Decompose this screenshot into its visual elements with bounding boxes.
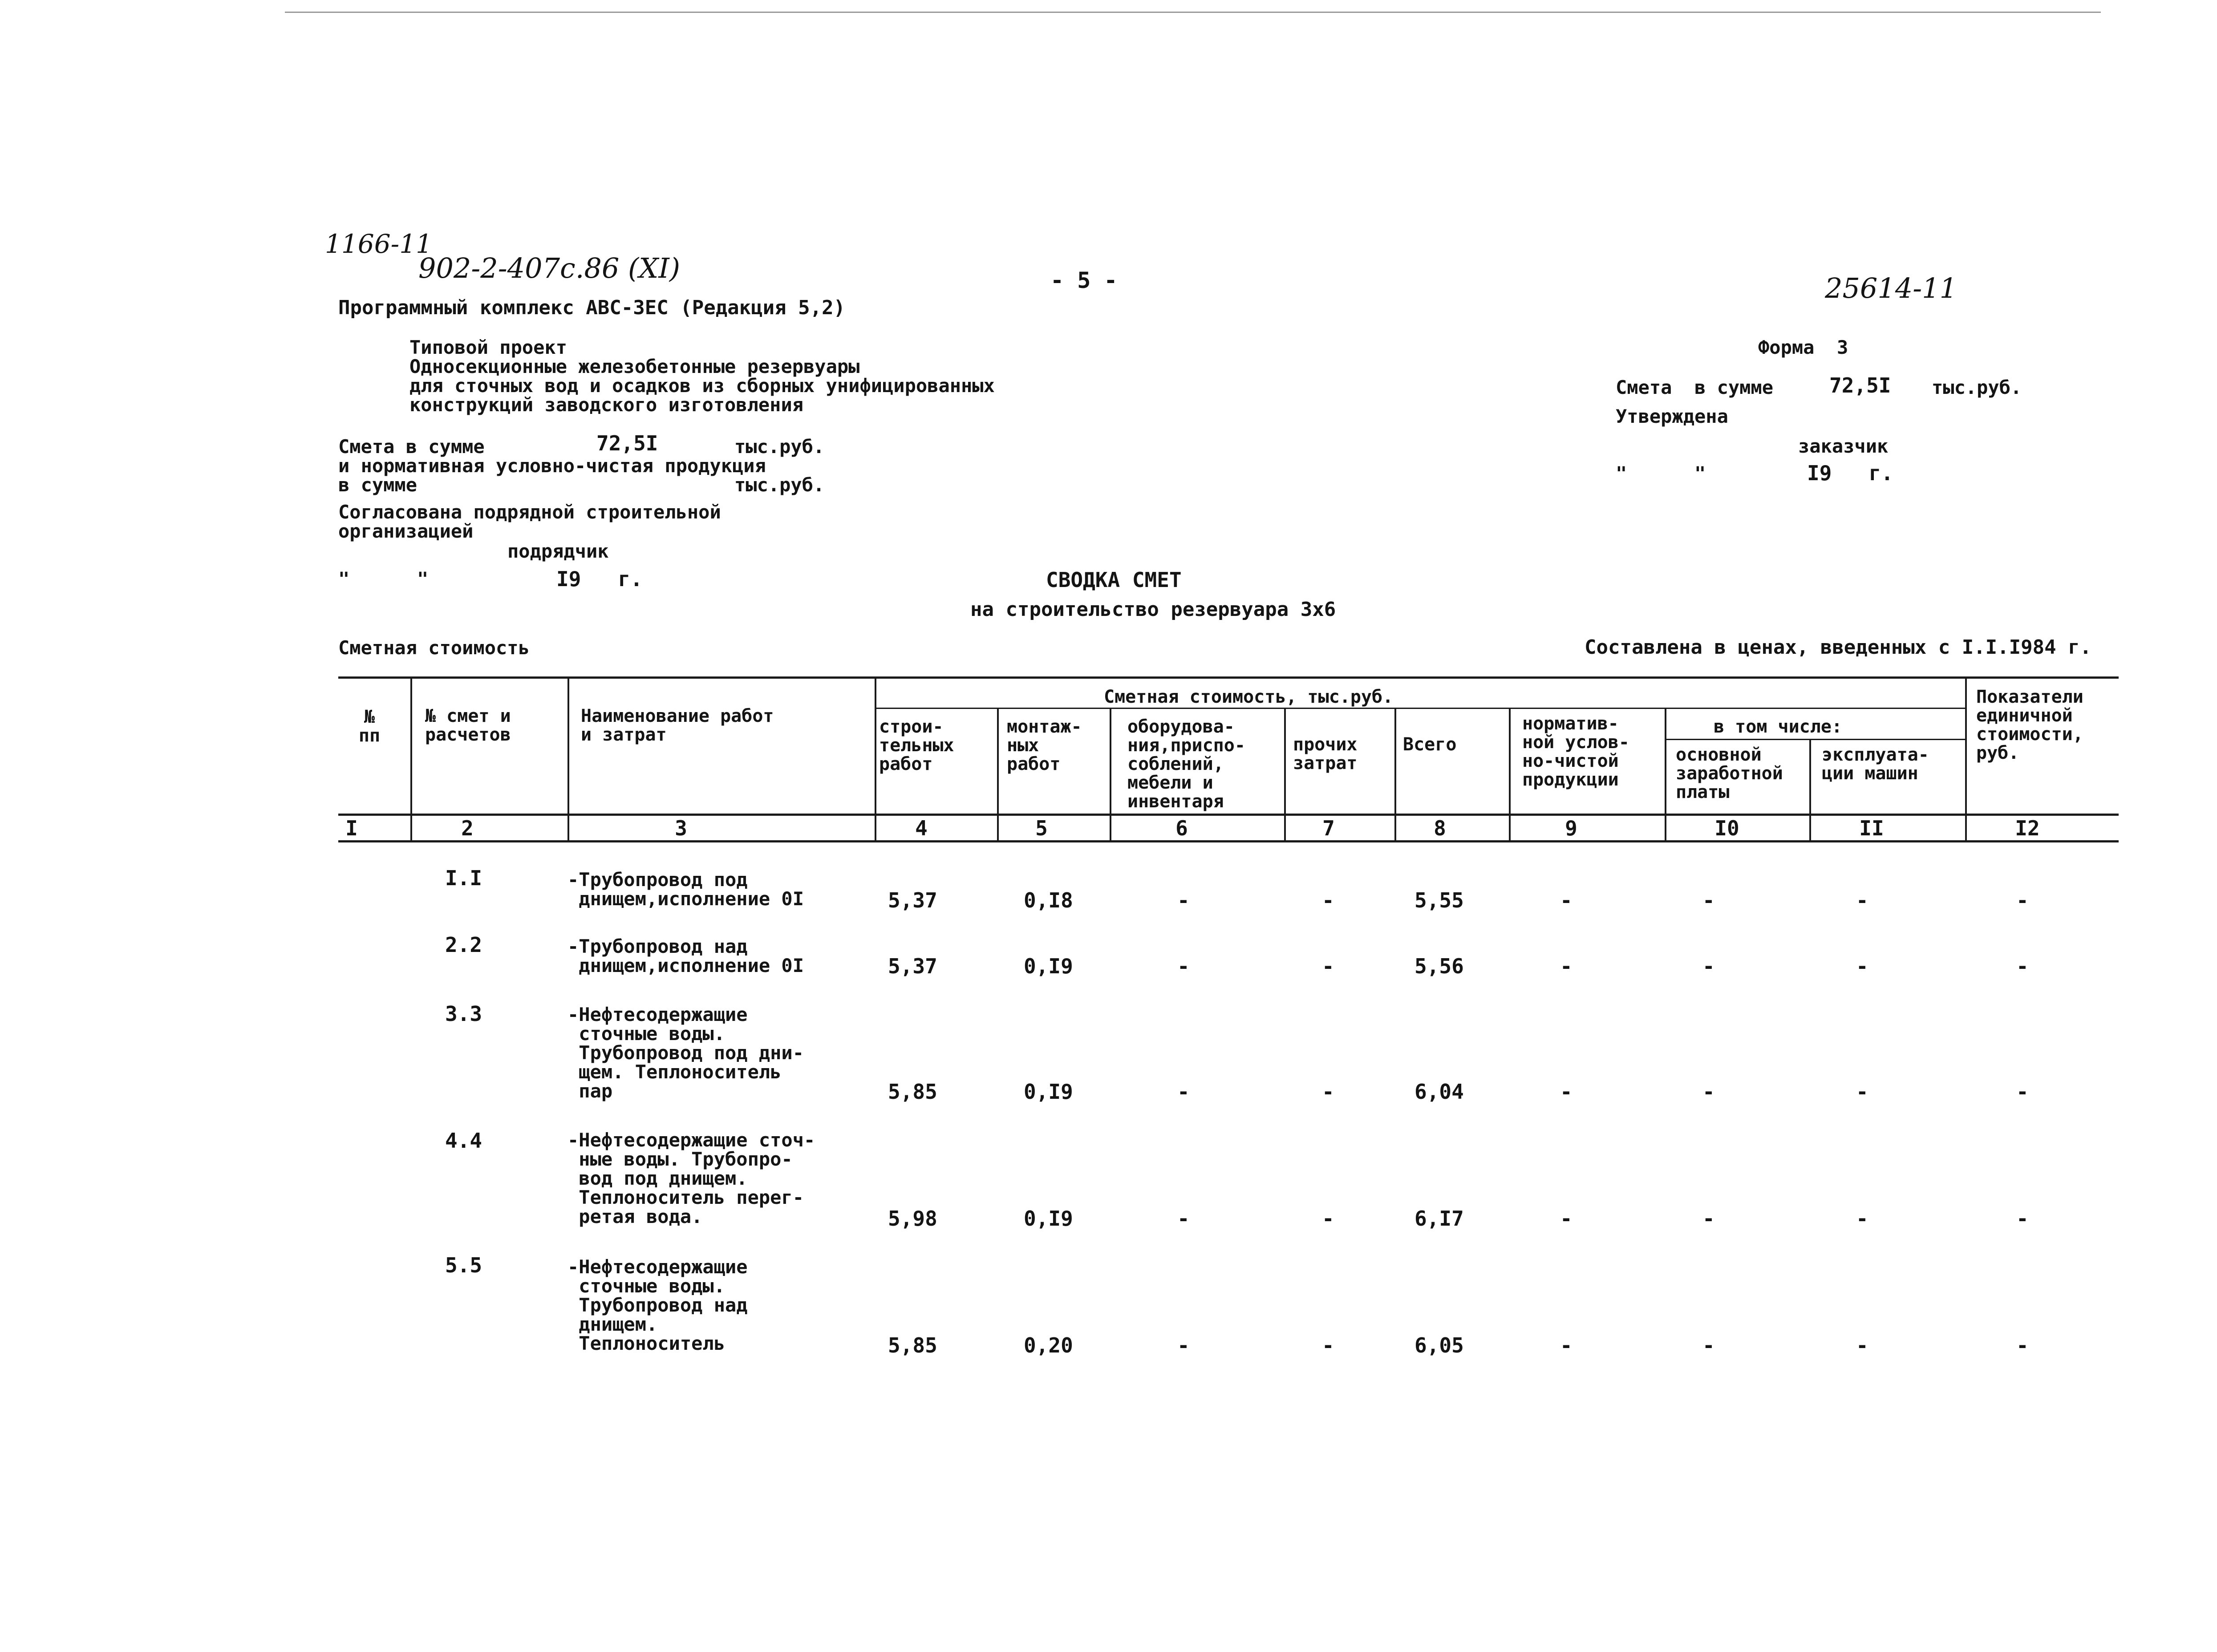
right-estimate-label: Смета в сумме <box>1616 377 1774 398</box>
left-agreed-line1: Согласована подрядной строительной <box>338 501 721 523</box>
project-line-2: для сточных вод и осадков из сборных унифицированных <box>409 375 995 397</box>
table-cell-c4: 5,98 <box>888 1207 937 1231</box>
header-col6: оборудова- ния,приспо- соблений, мебели и инвентаря <box>1127 717 1245 812</box>
project-type: Типовой проект <box>409 336 567 358</box>
right-date-quotes: " " <box>1616 462 1706 484</box>
table-incl-rule <box>1665 739 1965 740</box>
table-vrule <box>1809 739 1811 841</box>
header-incl: в том числе: <box>1714 717 1842 737</box>
handwritten-sheet-code: 25614-11 <box>1825 272 1958 304</box>
table-cell-c6: - <box>1177 888 1190 912</box>
table-row-num: 2.2 <box>445 933 482 957</box>
table-cell-c6: - <box>1177 1080 1190 1104</box>
table-vrule <box>567 676 569 841</box>
document-title: СВОДКА СМЕТ <box>1046 568 1182 592</box>
table-cell-c8: 6,04 <box>1415 1080 1464 1104</box>
left-normative-line: и нормативная условно-чистая продукция <box>338 455 766 477</box>
table-cell-c7: - <box>1322 1207 1334 1231</box>
col-number: 8 <box>1434 816 1446 840</box>
table-cell-c6: - <box>1177 1207 1190 1231</box>
page-number: - 5 - <box>1050 267 1118 293</box>
table-vrule <box>1110 708 1111 841</box>
table-row-num: 3.3 <box>445 1002 482 1026</box>
left-contractor: подрядчик <box>507 540 609 562</box>
header-col2: № смет и расчетов <box>425 706 511 745</box>
table-row-num: 5.5 <box>445 1253 482 1277</box>
col-number: 3 <box>675 816 687 840</box>
table-vrule <box>1665 708 1666 841</box>
table-cell-c7: - <box>1322 1333 1334 1357</box>
col-number: 4 <box>915 816 928 840</box>
table-cell-c8: 5,55 <box>1415 888 1464 912</box>
table-cell-c10: - <box>1702 888 1715 912</box>
table-cell-c12: - <box>2016 1207 2029 1231</box>
table-cell-c12: - <box>2016 954 2029 978</box>
right-form: Форма 3 <box>1758 336 1848 358</box>
table-cell-c11: - <box>1856 1080 1868 1104</box>
left-date-quotes: " " <box>338 568 429 590</box>
col-number: I2 <box>2015 816 2040 840</box>
left-normative-label: в сумме <box>338 474 417 496</box>
col-number: 2 <box>461 816 474 840</box>
header-col1: № пп <box>358 707 381 746</box>
table-row-num: 4.4 <box>445 1129 482 1153</box>
table-vrule <box>1284 708 1286 841</box>
table-cell-c9: - <box>1560 1207 1573 1231</box>
right-estimate-unit: тыс.руб. <box>1932 377 2022 398</box>
table-vrule <box>1394 708 1396 841</box>
table-cell-c11: - <box>1856 888 1868 912</box>
right-customer: заказчик <box>1798 435 1889 457</box>
table-cell-c6: - <box>1177 1333 1190 1357</box>
header-col4: строи- тельных работ <box>879 717 954 774</box>
table-cell-c10: - <box>1702 1207 1715 1231</box>
table-cell-c5: 0,I9 <box>1024 1080 1073 1104</box>
col-number: 9 <box>1565 816 1577 840</box>
table-cell-c8: 5,56 <box>1415 954 1464 978</box>
col-number: I0 <box>1714 816 1739 840</box>
table-cell-c12: - <box>2016 1080 2029 1104</box>
table-vrule <box>1509 708 1511 841</box>
table-cell-c7: - <box>1322 888 1334 912</box>
table-row-num: I.I <box>445 866 482 890</box>
cost-label: Сметная стоимость <box>338 637 530 659</box>
table-cell-c9: - <box>1560 954 1573 978</box>
right-approved: Утверждена <box>1616 405 1728 427</box>
table-cell-c9: - <box>1560 1080 1573 1104</box>
table-row-name: -Трубопровод над днищем,исполнение 0I <box>567 935 804 976</box>
table-cell-c11: - <box>1856 1207 1868 1231</box>
header-col8: Всего <box>1403 734 1457 755</box>
table-row-name: -Нефтесодержащие сточ- ные воды. Трубопро- вод под днищем. Теплоноситель перег- ретая вода. <box>567 1129 815 1227</box>
project-line-1: Односекционные железобетонные резервуары <box>409 356 860 377</box>
header-col5: монтаж- ных работ <box>1007 717 1082 774</box>
table-cell-c6: - <box>1177 954 1190 978</box>
col-number: 6 <box>1175 816 1188 840</box>
handwritten-archive-no: 1166-11 <box>325 229 433 259</box>
col-number: II <box>1859 816 1884 840</box>
table-cell-c11: - <box>1856 954 1868 978</box>
document-subtitle: на строительство резервуара 3х6 <box>970 598 1336 621</box>
left-estimate-label: Смета в сумме <box>338 436 485 458</box>
table-cell-c8: 6,I7 <box>1415 1207 1464 1231</box>
table-row-name: -Нефтесодержащие сточные воды. Трубопровод под дни- щем. Теплоноситель пар <box>567 1004 804 1102</box>
left-agreed-line2: организацией <box>338 520 474 542</box>
left-estimate-value: 72,5I <box>596 431 658 455</box>
table-cell-c4: 5,37 <box>888 888 937 912</box>
header-col9: норматив- ной услов- но-чистой продукции <box>1522 713 1629 790</box>
table-top-rule <box>338 676 2119 679</box>
header-col10: основной заработной платы <box>1676 745 1783 802</box>
table-cell-c5: 0,I8 <box>1024 888 1073 912</box>
table-cell-c4: 5,85 <box>888 1333 937 1357</box>
table-cell-c5: 0,I9 <box>1024 954 1073 978</box>
col-number: 7 <box>1322 816 1335 840</box>
table-header-bottom-rule <box>338 814 2119 816</box>
prices-note: Составлена в ценах, введенных с I.I.I984 г. <box>1585 636 2092 659</box>
left-normative-unit: тыс.руб. <box>734 474 825 496</box>
table-cell-c4: 5,85 <box>888 1080 937 1104</box>
table-cell-c4: 5,37 <box>888 954 937 978</box>
table-cell-c12: - <box>2016 888 2029 912</box>
table-group-rule <box>875 708 1965 709</box>
header-col12: Показатели единичной стоимости, руб. <box>1976 687 2083 763</box>
header-col3: Наименование работ и затрат <box>581 706 774 745</box>
header-col11: эксплуата- ции машин <box>1822 745 1929 784</box>
table-cell-c10: - <box>1702 1080 1715 1104</box>
program-line: Программный комплекс АВС-ЗЕС (Редакция 5,2) <box>338 296 846 319</box>
col-number: I <box>345 816 358 840</box>
left-estimate-unit: тыс.руб. <box>734 436 825 458</box>
table-cell-c12: - <box>2016 1333 2029 1357</box>
header-group: Сметная стоимость, тыс.руб. <box>1104 687 1394 707</box>
project-line-3: конструкций заводского изготовления <box>409 394 804 416</box>
left-date-year: I9 г. <box>556 567 643 591</box>
table-cell-c7: - <box>1322 954 1334 978</box>
table-cell-c11: - <box>1856 1333 1868 1357</box>
table-cell-c5: 0,I9 <box>1024 1207 1073 1231</box>
handwritten-project-code: 902-2-407с.86 (XI) <box>418 252 681 284</box>
table-row-name: -Трубопровод под днищем,исполнение 0I <box>567 869 804 910</box>
table-cell-c10: - <box>1702 954 1715 978</box>
table-vrule <box>1965 676 1967 841</box>
table-vrule <box>875 676 876 841</box>
table-cell-c9: - <box>1560 888 1573 912</box>
col-number: 5 <box>1035 816 1048 840</box>
table-cell-c8: 6,05 <box>1415 1333 1464 1357</box>
table-numbers-bottom-rule <box>338 840 2119 842</box>
table-cell-c5: 0,20 <box>1024 1333 1073 1357</box>
right-date-year: I9 г. <box>1807 461 1893 485</box>
table-vrule <box>997 708 999 841</box>
table-row-name: -Нефтесодержащие сточные воды. Трубопровод над днищем. Теплоноситель <box>567 1256 748 1354</box>
header-col7: прочих затрат <box>1293 734 1358 773</box>
table-cell-c10: - <box>1702 1333 1715 1357</box>
table-vrule <box>410 676 412 841</box>
table-cell-c9: - <box>1560 1333 1573 1357</box>
table-cell-c7: - <box>1322 1080 1334 1104</box>
right-estimate-value: 72,5I <box>1829 373 1891 397</box>
